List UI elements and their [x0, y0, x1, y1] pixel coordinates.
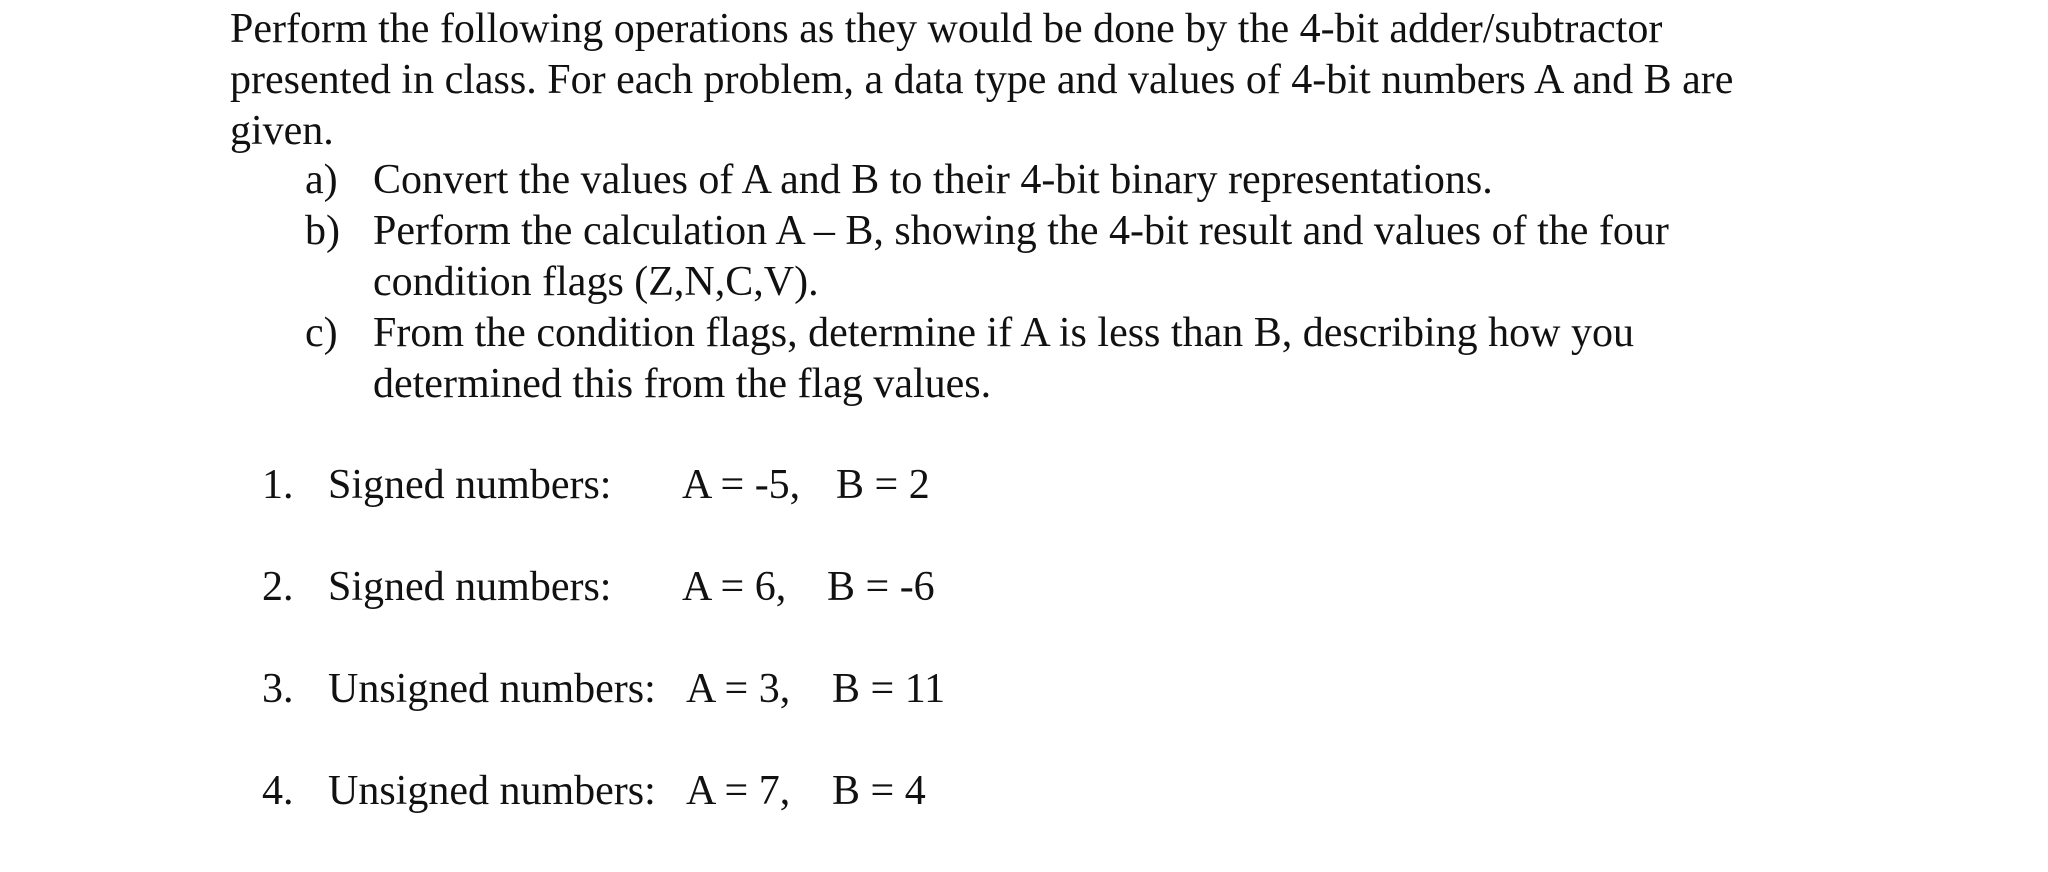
problem-value-b: B = 11 — [832, 666, 946, 712]
sub-question-marker: c) — [305, 310, 338, 356]
problem-number: 1. — [262, 462, 294, 508]
sub-question-a — [305, 155, 1669, 206]
sub-question-marker: a) — [305, 157, 338, 203]
problem-value-a: A = 6, — [682, 564, 787, 610]
sub-question-list — [305, 155, 1669, 410]
problem-value-a: A = 7, — [686, 768, 791, 814]
problem-value-a: A = 3, — [686, 666, 791, 712]
problem-value-a: A = -5, — [682, 462, 801, 508]
problem-value-b: B = 2 — [836, 462, 930, 508]
problem-data-type: Unsigned numbers: — [328, 666, 656, 712]
sub-question-b — [305, 206, 1669, 308]
sub-question-c — [305, 308, 1669, 410]
problem-data-type: Unsigned numbers: — [328, 768, 656, 814]
sub-question-text: Convert the values of A and B to their 4-bit binary representations. — [373, 157, 1493, 203]
problem-data-type: Signed numbers: — [328, 564, 612, 610]
problem-data-type: Signed numbers: — [328, 462, 612, 508]
instructions-line: given. — [230, 108, 334, 154]
sub-question-text: From the condition flags, determine if A is less than B, describing how you — [373, 310, 1635, 356]
sub-question-text: Perform the calculation A – B, showing the 4-bit result and values of the four — [373, 208, 1669, 254]
instructions-line: Perform the following operations as they would be done by the 4-bit adder/subtractor — [230, 6, 1663, 52]
sub-question-text: determined this from the flag values. — [373, 361, 992, 407]
problem-number: 2. — [262, 564, 294, 610]
problem-number: 4. — [262, 768, 294, 814]
problem-number: 3. — [262, 666, 294, 712]
instructions-paragraph — [230, 4, 1870, 157]
problem-value-b: B = 4 — [832, 768, 926, 814]
sub-question-text: condition flags (Z,N,C,V). — [373, 259, 819, 305]
instructions-line: presented in class. For each problem, a data type and values of 4-bit numbers A and B are — [230, 57, 1734, 103]
sub-question-marker: b) — [305, 208, 340, 254]
problem-value-b: B = -6 — [827, 564, 935, 610]
